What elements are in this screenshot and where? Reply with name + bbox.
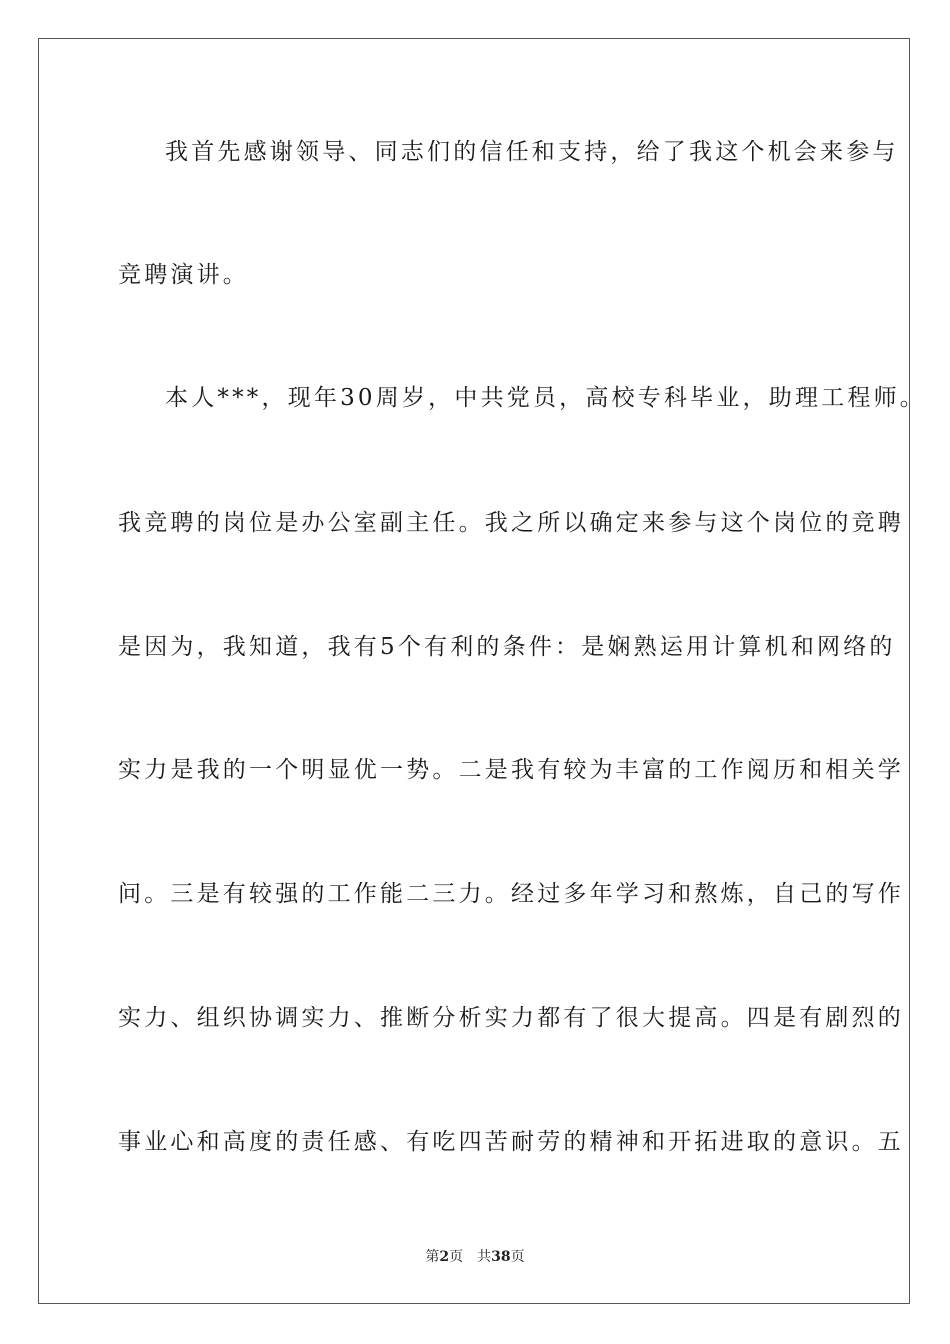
paragraph-2-line-1: 本人***，现年30周岁，中共党员，高校专科毕业，助理工程师。 [165, 385, 926, 411]
total-suffix: 页 [510, 1249, 525, 1265]
paragraph-1-line-2: 竞聘演讲。 [118, 262, 249, 288]
paragraph-2-line-4: 实力是我的一个明显优一势。二是我有较为丰富的工作阅历和相关学 [118, 757, 904, 783]
page-number: 2 [439, 1249, 450, 1265]
paragraph-1-line-1: 我首先感谢领导、同志们的信任和支持，给了我这个机会来参与 [165, 139, 899, 165]
paragraph-2-line-7: 事业心和高度的责任感、有吃四苦耐劳的精神和开拓进取的意识。五 [118, 1129, 904, 1155]
paragraph-2-line-3: 是因为，我知道，我有5个有利的条件：是娴熟运用计算机和网络的 [118, 634, 896, 660]
page-suffix: 页 [449, 1249, 464, 1265]
paragraph-2-line-2: 我竞聘的岗位是办公室副主任。我之所以确定来参与这个岗位的竞聘 [118, 510, 904, 536]
total-prefix: 共 [477, 1249, 492, 1265]
total-pages: 38 [491, 1249, 511, 1265]
paragraph-2-line-5: 问。三是有较强的工作能二三力。经过多年学习和熬炼，自己的写作 [118, 881, 904, 907]
paragraph-2-line-6: 实力、组织协调实力、推断分析实力都有了很大提高。四是有剧烈的 [118, 1005, 904, 1031]
page-border [38, 38, 910, 1304]
page-footer [0, 1248, 950, 1266]
page-prefix: 第 [425, 1249, 440, 1265]
